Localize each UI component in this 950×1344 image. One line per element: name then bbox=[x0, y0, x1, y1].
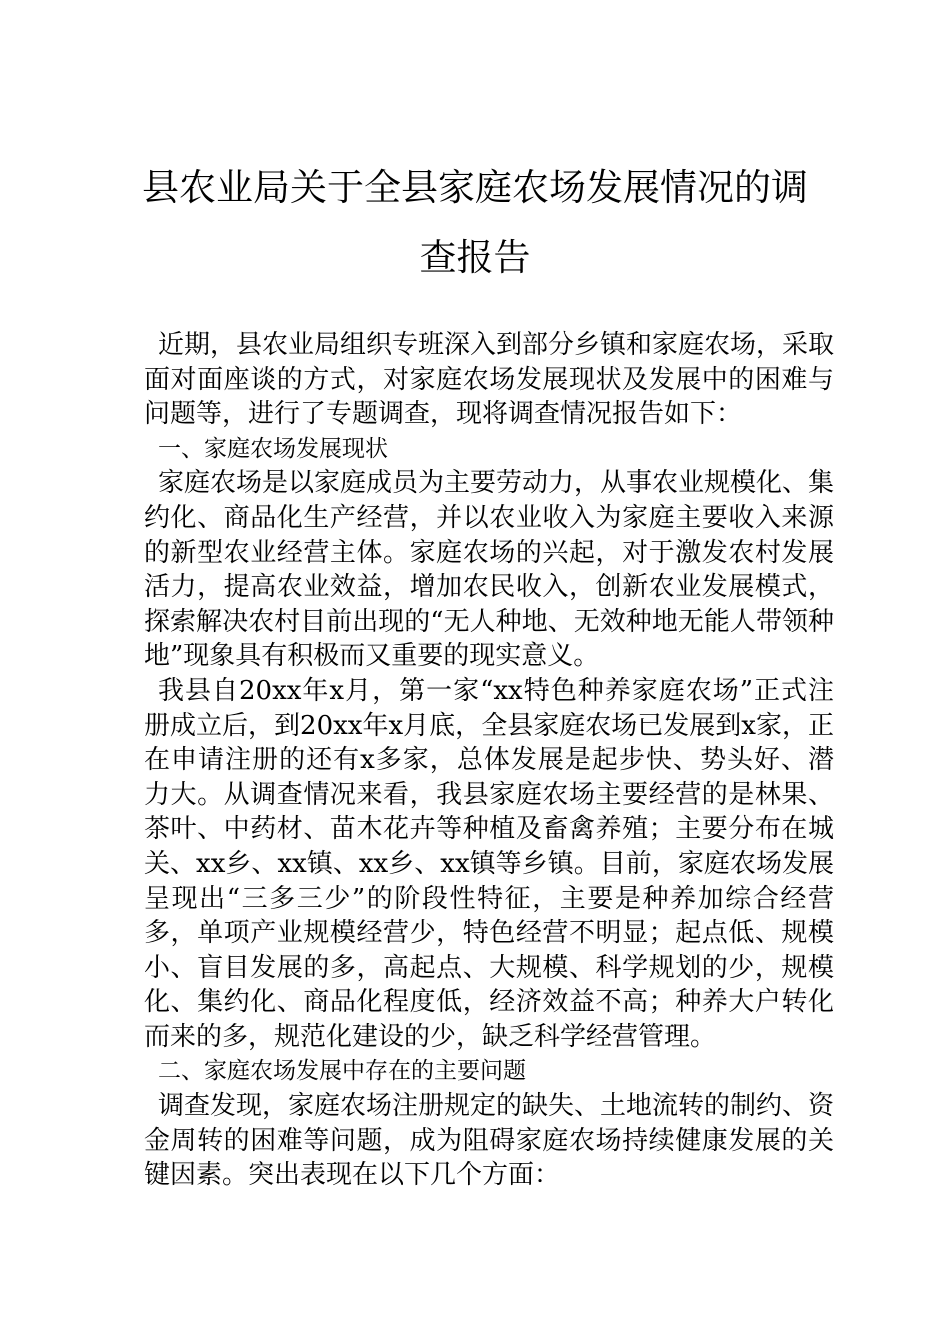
section-2-paragraph-1: 调查发现，家庭农场注册规定的缺失、土地流转的制约、资金周转的困难等问题，成为阻碍家庭农场持续健康发展的关键因素。突出表现在以下几个方面： bbox=[144, 1091, 835, 1191]
section-1-heading: 一、家庭农场发展现状 bbox=[158, 435, 388, 462]
intro-paragraph: 近期，县农业局组织专班深入到部分乡镇和家庭农场，采取面对面座谈的方式，对家庭农场发展现状及发展中的困难与问题等，进行了专题调查，现将调查情况报告如下： bbox=[144, 330, 835, 430]
section-1-paragraph-1: 家庭农场是以家庭成员为主要劳动力，从事农业规模化、集约化、商品化生产经营，并以农业收入为家庭主要收入来源的新型农业经营主体。家庭农场的兴起，对于激发农村发展活力，提高农业效益，增加农民收入，创新农业发展模式，探索解决农村目前出现的“无人种地、无效种地无能人带领种地”现象具有积极而又重要的现实意义。 bbox=[144, 468, 835, 672]
document-title-line-2: 查报告 bbox=[419, 236, 531, 279]
section-1-paragraph-2: 我县自20xx年x月，第一家“xx特色种养家庭农场”正式注册成立后，到20xx年x月底，全县家庭农场已发展到x家，正在申请注册的还有x多家，总体发展是起步快、势头好、潜力大。从调查情况来看，我县家庭农场主要经营的是林果、茶叶、中药材、苗木花卉等种植及畜禽养殖；主要分布在城关、xx乡、xx镇、xx乡、xx镇等乡镇。目前，家庭农场发展呈现出“三多三少”的阶段性特征，主要是种养加综合经营多，单项产业规模经营少，特色经营不明显；起点低、规模小、盲目发展的多，高起点、大规模、科学规划的少，规模化、集约化、商品化程度低，经济效益不高；种养大户转化而来的多，规范化建设的少，缺乏科学经营管理。 bbox=[144, 675, 834, 1052]
document-body bbox=[144, 328, 834, 1193]
document-title-line-1: 县农业局关于全县家庭农场发展情况的调 bbox=[142, 166, 808, 209]
section-2-heading: 二、家庭农场发展中存在的主要问题 bbox=[158, 1058, 526, 1085]
